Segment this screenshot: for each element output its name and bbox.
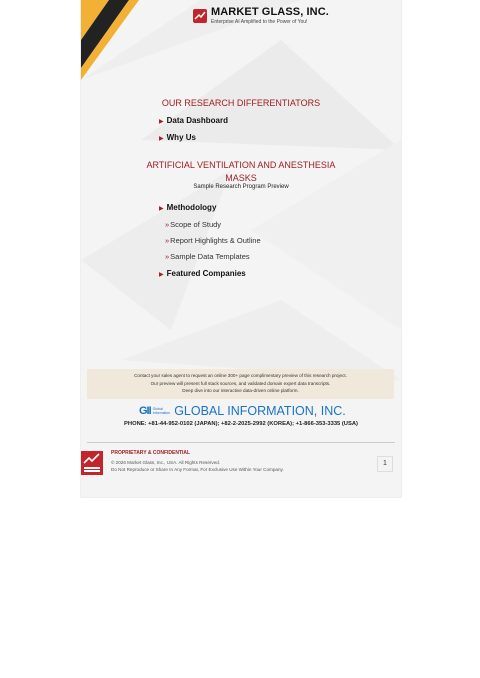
footer-logo-icon bbox=[81, 451, 103, 475]
double-arrow-icon: » bbox=[165, 220, 170, 229]
report-title-line2: MASKS bbox=[225, 173, 257, 183]
brand-tagline: Enterprise AI Amplified to the Power of You! bbox=[211, 19, 308, 25]
corner-stripes bbox=[81, 0, 141, 80]
proprietary-label: PROPRIETARY & CONFIDENTIAL bbox=[111, 450, 191, 456]
gii-logo bbox=[139, 404, 346, 418]
report-highlights-link[interactable]: »Report Highlights & Outline bbox=[165, 236, 261, 245]
notice-line1: Contact your sales agent to request an online 300+ page complimentary preview of this research project. bbox=[134, 373, 347, 378]
gii-name: GLOBAL INFORMATION, INC. bbox=[174, 404, 346, 418]
phone-numbers: PHONE: +81-44-952-0102 (JAPAN); +82-2-2025-2992 (KOREA); +1-866-353-3335 (USA) bbox=[124, 421, 358, 427]
double-arrow-icon: » bbox=[165, 252, 170, 261]
differentiators-title: OUR RESEARCH DIFFERENTIATORS bbox=[161, 98, 321, 108]
brand-name: MARKET GLASS, INC. bbox=[211, 6, 329, 18]
page-number: 1 bbox=[377, 456, 393, 472]
methodology-link[interactable]: ▶ Methodology bbox=[159, 203, 217, 212]
notice-line2: Our preview will present full stack sources, and validated domain expert data transcripts. bbox=[150, 380, 331, 386]
document-page bbox=[81, 0, 401, 497]
gii-mark: GII bbox=[139, 405, 151, 417]
data-dashboard-link[interactable]: ▶ Data Dashboard bbox=[159, 116, 228, 125]
why-us-link[interactable]: ▶ Why Us bbox=[159, 133, 196, 142]
market-glass-logo bbox=[193, 6, 329, 30]
arrow-right-icon: ▶ bbox=[159, 272, 164, 278]
copyright-text: © 2026 Market Glass, Inc., USA. All Rights Reserved. Do Not Reproduce or Share In Any Format, For Exclusive Use Within Your Company. bbox=[111, 460, 284, 472]
arrow-right-icon: ▶ bbox=[159, 119, 164, 125]
scope-of-study-link[interactable]: »Scope of Study bbox=[165, 220, 222, 229]
gii-small-text: Global Information bbox=[152, 407, 171, 415]
report-subtitle: Sample Research Program Preview bbox=[193, 184, 289, 190]
notice-line3: Deep dive into our interactive data-driven online platform. bbox=[182, 388, 299, 393]
featured-companies-link[interactable]: ▶ Featured Companies bbox=[159, 269, 246, 278]
sample-data-templates-link[interactable]: »Sample Data Templates bbox=[165, 252, 250, 261]
double-arrow-icon: » bbox=[165, 236, 170, 245]
report-title-line1: ARTIFICIAL VENTILATION AND ANESTHESIA bbox=[146, 160, 336, 170]
preview-notice bbox=[87, 369, 394, 399]
arrow-right-icon: ▶ bbox=[159, 136, 164, 142]
footer-divider bbox=[87, 442, 395, 443]
market-glass-logo-icon bbox=[193, 9, 207, 23]
arrow-right-icon: ▶ bbox=[159, 206, 164, 212]
